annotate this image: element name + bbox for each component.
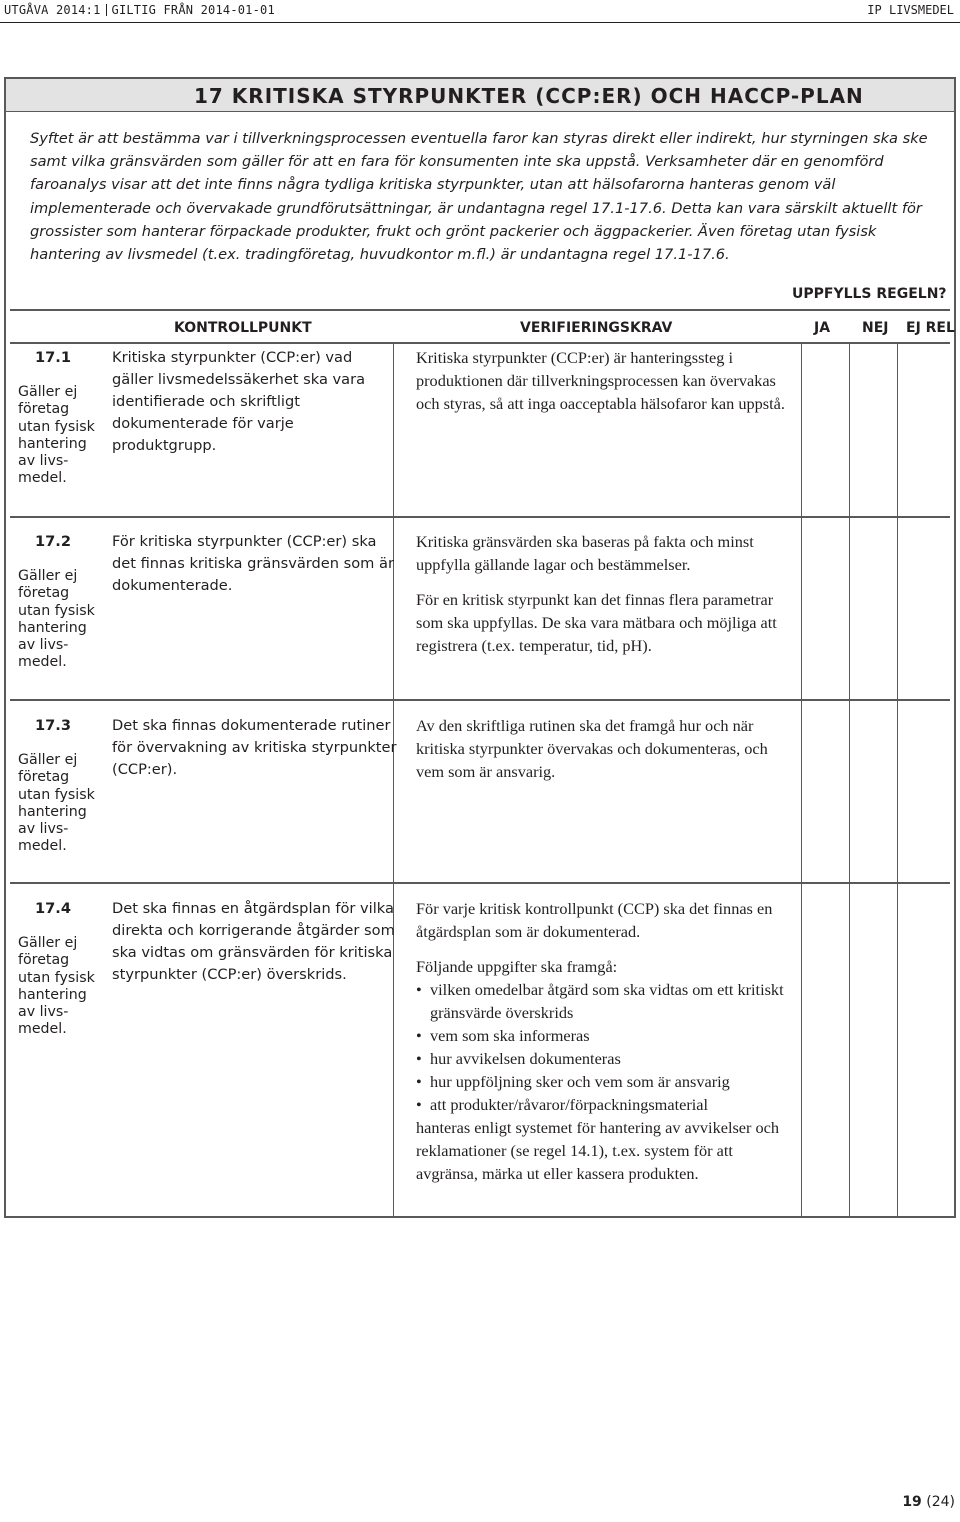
standard-label: IP LIVSMEDEL xyxy=(867,3,954,17)
exemption-note: Gäller ej företag utan fysisk hantering av livs-medel. xyxy=(18,384,95,487)
section-frame xyxy=(4,77,956,1218)
exemption-note: Gäller ej företag utan fysisk hantering av livs-medel. xyxy=(18,752,95,855)
list-item: • vilken omedelbar åtgärd som ska vidtas om ett kritiskt gränsvärde överskrids xyxy=(416,978,796,1024)
verifieringskrav-text xyxy=(416,530,796,657)
verif-paragraph: För varje kritisk kontrollpunkt (CCP) ska det finnas en åtgärdsplan som är dokumenterad. xyxy=(416,899,773,941)
rule-id: 17.4 xyxy=(35,900,72,917)
row-rule xyxy=(10,516,950,518)
col-divider-ejrel xyxy=(897,344,898,1216)
heading-rule-top xyxy=(10,309,950,311)
col-kontrollpunkt: KONTROLLPUNKT xyxy=(174,320,312,336)
page-total: (24) xyxy=(926,1494,955,1510)
section-title: 17 KRITISKA STYRPUNKTER (CCP:ER) OCH HACCP-PLAN xyxy=(194,84,864,108)
row-rule xyxy=(10,882,950,884)
page-current: 19 xyxy=(902,1494,922,1510)
verif-paragraph: Av den skriftliga rutinen ska det framgå hur och när kritiska styrpunkter övervakas och dokumenteras, och vem som är ansvarig. xyxy=(416,716,768,781)
verif-paragraph: Följande uppgifter ska framgå: xyxy=(416,957,618,976)
col-ej-rel: EJ REL xyxy=(906,320,955,336)
kontrollpunkt-text: Det ska finnas dokumenterade rutiner för övervakning av kritiska styrpunkter (CCP:er). xyxy=(112,717,397,778)
exemption-note: Gäller ej företag utan fysisk hantering av livs-medel. xyxy=(18,568,95,671)
verifieringskrav-text xyxy=(416,346,796,415)
header-separator xyxy=(106,4,107,16)
rule-id: 17.3 xyxy=(35,717,72,734)
row-rule xyxy=(10,699,950,701)
kontrollpunkt-text: Det ska finnas en åtgärdsplan för vilka direkta och korrigerande åtgärder som ska vidtas om gränsvärden för kritiska styrpunkter (CCP:er) överskrids. xyxy=(112,900,395,983)
list-item: • att produkter/råvaror/förpackningsmaterial xyxy=(416,1093,796,1116)
verifieringskrav-text xyxy=(416,897,796,1185)
rule-id: 17.1 xyxy=(35,349,72,366)
list-item: • hur avvikelsen dokumenteras xyxy=(416,1047,796,1070)
edition-info xyxy=(4,3,275,17)
section-intro xyxy=(30,127,945,266)
kontrollpunkt-text: För kritiska styrpunkter (CCP:er) ska det finnas kritiska gränsvärden som är dokumenterade. xyxy=(112,533,394,594)
valid-from-label: GILTIG FRÅN 2014-01-01 xyxy=(111,3,275,17)
exemption-note: Gäller ej företag utan fysisk hantering av livs-medel. xyxy=(18,935,95,1038)
verif-paragraph: Kritiska gränsvärden ska baseras på fakta och minst uppfylla gällande lagar och bestämmelser. xyxy=(416,532,754,574)
intro-text: Syftet är att bestämma var i tillverkningsprocessen eventuella faror kan styras direkt eller indirekt, hur styrningen ska ske samt vilka gränsvärden som gäller för att en fara för konsumenten inte ska uppstå. Verksamheter där en genomförd faroanalys visar att det inte finns några tydliga kritiska styrpunkter, utan att hälsofarorna hanteras genom väl implementerade och övervakade grundförutsättningar, är undantagna regel 17.1-17.6. Detta kan vara särskilt aktuellt för grossister som hanterar förpackade produkter, frukt och grönt packerier och äggpackerier. Även företag utan fysisk hantering av livsmedel (t.ex. tradingföretag, huvudkontor m.fl.) är undantagna regel 17.1-17.6. xyxy=(30,130,928,264)
page-header xyxy=(0,0,960,24)
section-title-bar xyxy=(6,79,954,112)
col-verifieringskrav: VERIFIERINGSKRAV xyxy=(520,320,673,336)
verif-paragraph: hanteras enligt systemet för hantering av avvikelser och reklamationer (se regel 14.1), t.ex. system för att avgränsa, märka ut eller kassera produkten. xyxy=(416,1118,780,1183)
header-rule xyxy=(0,22,960,23)
col-divider-ja xyxy=(801,344,802,1216)
col-divider-nej xyxy=(849,344,850,1216)
kontrollpunkt-text: Kritiska styrpunkter (CCP:er) vad gäller livsmedelssäkerhet ska vara identifierade och skriftligt dokumenterade för varje produktgrupp. xyxy=(112,349,366,454)
col-nej: NEJ xyxy=(862,320,889,336)
verif-paragraph: För en kritisk styrpunkt kan det finnas flera parametrar som ska uppfyllas. De ska vara mätbara och möjliga att registrera (t.ex. temperatur, tid, pH). xyxy=(416,590,777,655)
page-number xyxy=(902,1494,955,1510)
requirement-list xyxy=(416,978,796,1116)
uppfylls-heading: UPPFYLLS REGELN? xyxy=(792,286,947,302)
rule-id: 17.2 xyxy=(35,533,72,550)
heading-rule-bottom xyxy=(10,342,950,344)
verif-paragraph: Kritiska styrpunkter (CCP:er) är hanteringssteg i produktionen där tillverkningsprocessen kan övervakas och styras, så att inga oacceptabla hälsofaror kan uppstå. xyxy=(416,348,785,413)
list-item: • hur uppföljning sker och vem som är ansvarig xyxy=(416,1070,796,1093)
verifieringskrav-text xyxy=(416,714,796,783)
col-ja: JA xyxy=(814,320,831,336)
list-item: • vem som ska informeras xyxy=(416,1024,796,1047)
edition-label: UTGÅVA 2014:1 xyxy=(4,3,101,17)
